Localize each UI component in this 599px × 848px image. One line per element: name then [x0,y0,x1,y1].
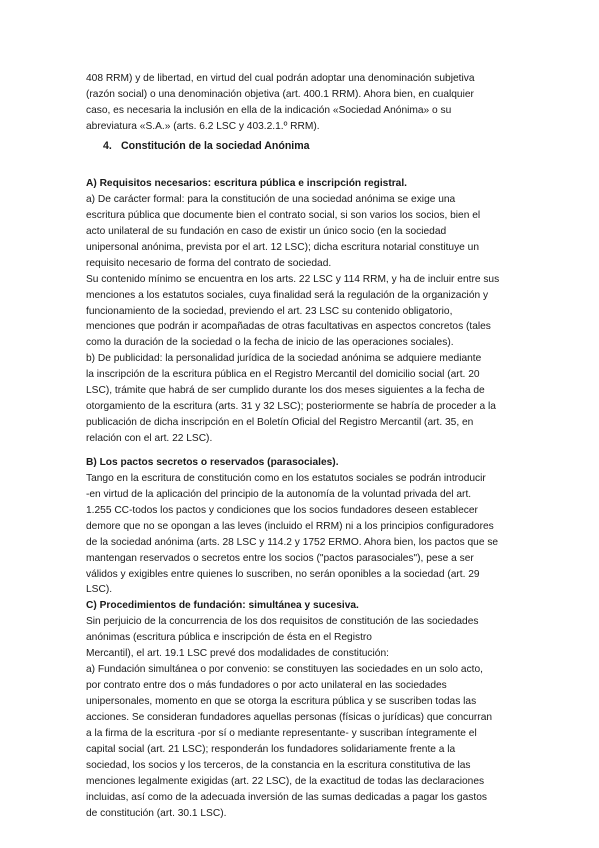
subsection-title: C) Procedimientos de fundación: simultánea y sucesiva. [86,600,359,612]
text-line: Sin perjuicio de la concurrencia de los dos requisitos de constitución de las sociedades [86,616,479,628]
subsection-title: B) Los pactos secretos o reservados (parasociales). [86,456,339,468]
intro-paragraph [86,71,526,135]
section-number: 4. [103,140,112,152]
text-line: menciones legalmente exigidas (art. 22 LSC), de la exactitud de todas las declaraciones [86,775,485,787]
text-line: unipersonales, momento en que se otorga la escritura pública y se suscriben todas las [86,696,477,707]
text-line: Mercantil), el art. 19.1 LSC prevé dos modalidades de constitución: [86,648,389,660]
paragraph-gap [86,447,526,455]
text-line: a) Fundación simultánea o por convenio: se constituyen las sociedades en un solo acto, [86,664,483,676]
text-line: demore que no se opongan a las leves (incluido el RRM) ni a los principios configuradores [86,520,494,532]
text-line: la inscripción de la escritura pública en el Registro Mercantil del domicilio social (art. 20 [86,369,480,381]
text-line: como la duración de la sociedad o la fecha de inicio de las operaciones sociales). [86,337,454,349]
subsection-b [86,455,526,598]
text-line: 1.255 CC-todos los pactos y condiciones que los socios fundadores deseen establecer [86,504,478,516]
text-line: incluidas, así como de la adecuada inversión de las sumas dedicadas a pagar los gastos [86,791,487,803]
subsection-c [86,598,526,821]
document-body [86,176,526,822]
text-line: a la firma de la escritura -por sí o mediante representante- y suscriban íntegramente el [86,727,477,739]
text-line: de la sociedad anónima (arts. 28 LSC y 114.2 y 1752 ERMO. Ahora bien, los pactos que se [86,536,499,548]
text-line: mantengan reservados o secretos entre los socios ("pactos parasociales"), pese a ser [86,552,474,564]
text-line: sociedad, los socios y los terceros, de la constancia en la escritura constitutiva de las [86,759,471,771]
text-line: anónimas (escritura pública e inscripción de ésta en el Registro [86,632,372,644]
text-line: menciones que podrán ir acompañadas de otras facultativas en aspectos concretos (tales [86,321,491,333]
text-line: caso, es necesaria la inclusión en ella de la indicación «Sociedad Anónima» o su [86,104,452,116]
text-line: 408 RRM) y de libertad, en virtud del cual podrán adoptar una denominación subjetiva [86,73,475,84]
text-line: menciones a los estatutos sociales, cuya finalidad será la regulación de la organización y [86,289,489,301]
text-line: acto unilateral de su fundación en caso de existir un único socio (en la sociedad [86,225,447,237]
text-line: a) De carácter formal: para la constitución de una sociedad anónima se exige una [86,193,456,205]
subsection-title: A) Requisitos necesarios: escritura pública e inscripción registral. [86,178,408,189]
subsection-a [86,176,526,447]
text-line: capital social (art. 21 LSC); responderán los fundadores solidariamente frente a la [86,743,456,755]
text-line: acciones. Se consideran fundadores aquellas personas (físicas o jurídicas) que concurran [86,711,493,723]
text-line: válidos y exigibles entre quienes lo suscriben, no serán oponibles a la sociedad (art. 29 [86,568,480,580]
text-line: otorgamiento de la escritura (arts. 31 y 32 LSC); posteriormente se habría de proceder a la [86,401,496,413]
text-line: relación con el art. 22 LSC). [86,433,213,444]
text-line: por contrato entre dos o más fundadores o por acto unilateral en las sociedades [86,680,447,692]
text-line: (razón social) o una denominación objetiva (art. 400.1 RRM). Ahora bien, en cualquier [86,88,474,100]
section-title: Constitución de la sociedad Anónima [121,140,310,152]
section-heading [103,138,310,154]
text-line: de constitución (art. 30.1 LSC). [86,807,227,819]
text-line: publicación de dicha inscripción en el Boletín Oficial del Registro Mercantil (art. 35, en [86,417,474,429]
text-line: Su contenido mínimo se encuentra en los arts. 22 LSC y 114 RRM, y ha de incluir entre sus [86,273,500,285]
text-line: abreviatura «S.A.» (arts. 6.2 LSC y 403.2.1.º RRM). [86,120,320,132]
text-line: requisito necesario de forma del contrato de sociedad. [86,257,332,269]
text-line: funcionamiento de la sociedad, previendo el art. 23 LSC su contenido obligatorio, [86,305,453,317]
text-line: escritura pública que documente bien el contrato social, si son varios los socios, bien el [86,209,481,221]
text-line: Tango en la escritura de constitución como en los estatutos sociales se podrán introducir [86,472,486,484]
text-line: LSC), trámite que habrá de ser cumplido durante los dos meses siguientes a la fecha de [86,385,485,397]
text-line: LSC). [86,584,113,596]
text-line: b) De publicidad: la personalidad jurídica de la sociedad anónima se adquiere mediante [86,353,482,365]
text-line: -en virtud de la aplicación del principio de la autonomía de la voluntad privada del art. [86,488,472,500]
text-line: unipersonal anónima, prevista por el art. 12 LSC); dicha escritura notarial constituye un [86,241,479,253]
